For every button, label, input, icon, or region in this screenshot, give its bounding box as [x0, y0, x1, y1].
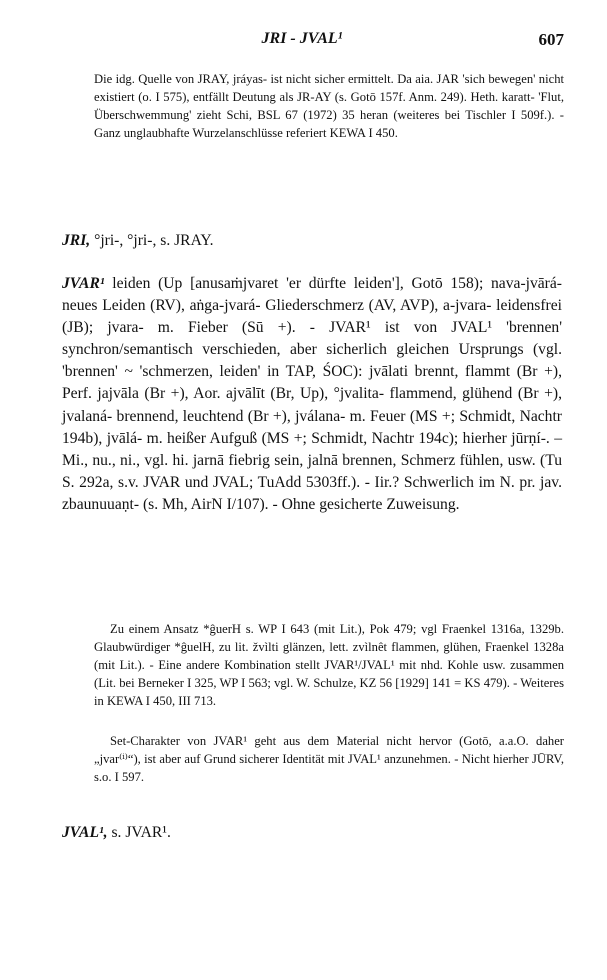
entry-jri	[62, 230, 562, 252]
entry-jri-lemma: JRI,	[62, 232, 91, 249]
entry-jval	[62, 822, 562, 844]
entry-jri-text: °jri-, °jri-, s. JRAY.	[94, 232, 214, 249]
entry-jvar-lemma: JVAR¹	[62, 275, 105, 292]
note-1: Zu einem Ansatz *ĝuerH s. WP I 643 (mit Lit.), Pok 479; vgl Fraenkel 1316a, 1329b. Glaubwürdiger *ĝuelH, zu lit. žvìlti glänzen, lett. zvìlnêt flammen, glühen, Fraenkel 1328a (mit Lit.). - Eine andere Kombination stellt JVAR¹/JVAL¹ mit nhd. Kohle usw. zusammen (Lit. bei Berneker I 325, WP I 563; vgl. W. Schulze, KZ 56 [1929] 141 = KS 479). - Weiteres in KEWA I 450, III 713.	[94, 622, 564, 709]
entry-jval-lemma: JVAL¹,	[62, 824, 108, 841]
running-header	[40, 30, 564, 54]
intro-note: Die idg. Quelle von JRAY, jráyas- ist nicht sicher ermittelt. Da aia. JAR 'sich bewegen' nicht existiert (o. I 575), entfällt Deutung als JR-AY (s. Gotō 157f. Anm. 249). Heth. karatt- 'Flut, Überschwemmung' zieht Schi, BSL 67 (1972) 35 heran (weiteres bei Tischler I 509f.). - Ganz unglaubhafte Wurzelanschlüsse referiert KEWA I 450.	[94, 72, 564, 141]
page-number: 607	[538, 30, 564, 49]
entry-jvar	[62, 273, 562, 516]
entry-jvar-text: leiden (Up [anusaṁjvaret 'er dürfte leiden'], Gotō 158); nava-jvārá- neues Leiden (RV), aṅga-jvará- Gliederschmerz (AV, AVP), a-jvara- leidensfrei (JB); jvara- m. Fieber (Sū +). - JVAR¹ ist von JVAL¹ 'brennen' synchron/semantisch verschieden, aber sicherlich gleichen Ursprungs (vgl. 'brennen' ~ 'schmerzen, leiden' in TAP, ŚOC): jvālati brennt, flammt (Br +), Perf. jajvāla (Br +), Aor. ajvālīt (Br, Up), °jvalita- flammend, glühend (Br +), jvalaná- brennend, leuchtend (Br +), jválana- m. Feuer (MS +; Schmidt, Nachtr 194b), jvālá- m. heißer Aufguß (MS +; Schmidt, Nachtr 194c); hierher jūrṇí-. – Mi., nu., ni., vgl. hi. jarnā fiebrig sein, jalnā brennen, Schmerz fühlen, usw. (Tu S. 292a, s.v. JVAR und JVAL; TuAdd 5303ff.). - Iir.? Schwerlich im N. pr. jav. zbaunuuaṇt- (s. Mh, AirN I/107). - Ohne gesicherte Zuweisung.	[62, 275, 562, 513]
entry-jval-text: s. JVAR¹.	[111, 824, 171, 841]
header-title: JRI - JVAL¹	[261, 30, 343, 47]
note-2: Set-Charakter von JVAR¹ geht aus dem Material nicht hervor (Gotō, a.a.O. daher „jvar⁽ⁱ⁾“), ist aber auf Grund sicherer Identität mit JVAL¹ anzunehmen. - Nicht hierher JŪRV, s.o. I 597.	[94, 734, 564, 785]
